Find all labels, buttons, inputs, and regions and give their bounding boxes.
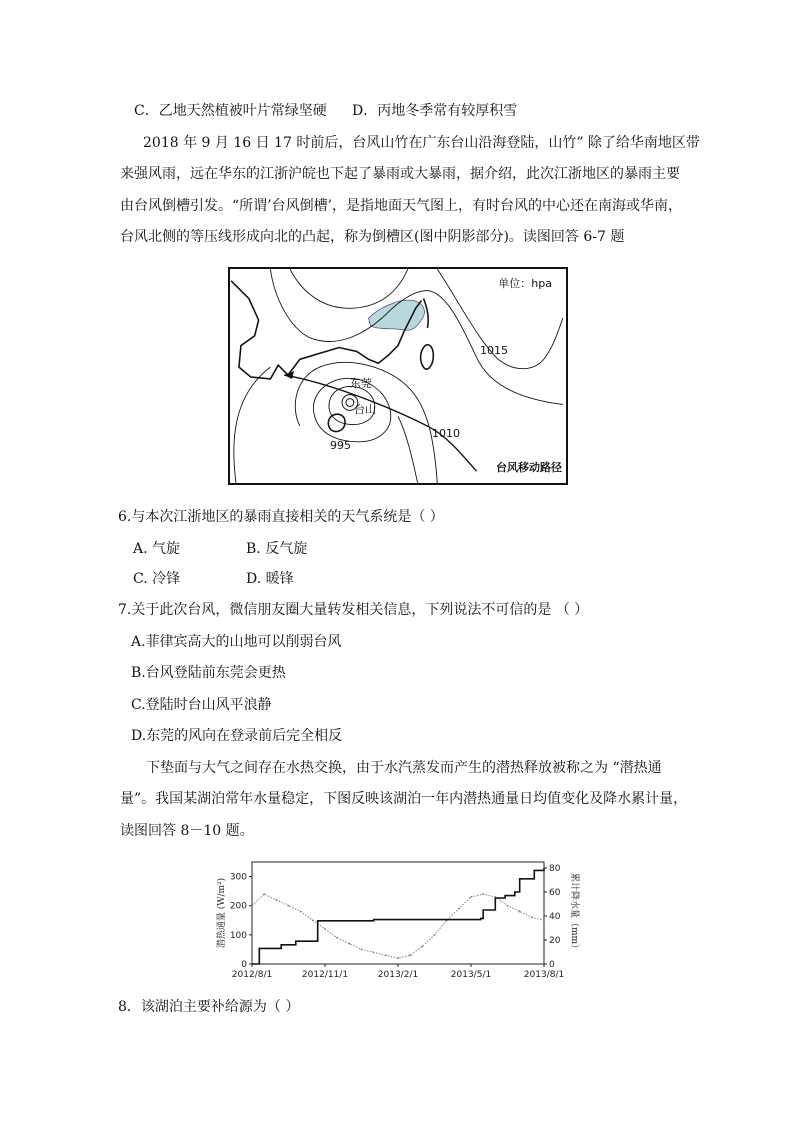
x-axis-tick-label: 2013/2/1	[377, 970, 419, 980]
passage1-line-3: 由台风倒槽引发。“所谓’台风倒槽’，是指地面天气图上，有时台风的中心还在南海或华南，	[120, 198, 683, 214]
latent-heat-point	[263, 893, 265, 895]
q6-option-d: D. 暖锋	[246, 571, 294, 587]
left-axis-tick-label: 100	[229, 930, 247, 941]
latent-heat-point	[458, 908, 460, 910]
latent-heat-point	[531, 916, 533, 918]
latent-heat-point	[361, 949, 363, 951]
latent-heat-point	[507, 905, 509, 907]
x-axis-tick-label: 2012/11/1	[301, 970, 349, 980]
typhoon-track-line	[284, 375, 476, 471]
typhoon-center-inner	[346, 399, 354, 407]
latent-heat-point	[373, 951, 375, 953]
passage1-line-1: 2018 年 9 月 16 日 17 时前后，台风山竹在广东台山沿海登陆，山竹” 除了给华南地区带	[143, 135, 700, 151]
left-axis-tick-label: 300	[229, 872, 247, 883]
right-axis-tick-label: 60	[549, 888, 561, 898]
latent-heat-point	[482, 893, 484, 895]
q7-stem: 7.关于此次台风，微信朋友圈大量转发相关信息，下列说法不可信的是 （ ）	[118, 602, 589, 618]
latent-heat-point	[385, 954, 387, 956]
q8-stem: 8．该湖泊主要补给源为（ ）	[118, 999, 300, 1015]
right-axis-tick-label: 20	[549, 936, 561, 946]
q6-option-c: C. 冷锋	[133, 571, 181, 587]
isobar-label-1010: 1010	[432, 427, 460, 440]
isobar-far-left	[234, 367, 271, 483]
latent-heat-point	[409, 954, 411, 956]
latent-heat-point	[519, 911, 521, 913]
latent-heat-series	[252, 894, 544, 958]
latent-heat-point	[397, 957, 399, 959]
right-axis-tick-label: 80	[549, 864, 561, 874]
right-axis-tick-label: 40	[549, 912, 561, 922]
latent-heat-point	[324, 928, 326, 930]
left-axis-tick-label: 0	[241, 960, 247, 970]
x-axis-tick-label: 2012/8/1	[231, 970, 273, 980]
passage2-line-3: 读图回答 8－10 题。	[120, 823, 254, 839]
passage1-line-2: 来强风雨，远在华东的江浙沪皖也下起了暴雨或大暴雨，据介绍，此次江浙地区的暴雨主要	[120, 166, 680, 182]
passage2-line-2: 量”。我国某湖泊常年水量稳定，下图反映该湖泊一年内潜热通量日均值变化及降水累计量，	[120, 791, 688, 807]
lake-latent-heat-chart	[212, 856, 584, 982]
latent-heat-point	[421, 946, 423, 948]
left-axis-tick-label: 200	[229, 901, 247, 912]
cumulative-precip-series	[252, 868, 544, 964]
latent-heat-point	[275, 899, 277, 901]
island-taiwan	[421, 345, 434, 369]
latent-heat-point	[470, 896, 472, 898]
lake-chart-svg	[212, 856, 584, 982]
q7-option-d: D.东莞的风向在登录前后完全相反	[131, 728, 343, 744]
city-label-taishan: 台山	[354, 403, 376, 416]
q5-option-c: C．乙地天然植被叶片常绿坚硬	[134, 103, 327, 119]
x-axis-tick-label: 2013/8/1	[523, 970, 565, 980]
x-axis-tick-label: 2013/5/1	[450, 970, 492, 980]
latent-heat-point	[312, 919, 314, 921]
right-axis-label: 累计降水量（mm）	[569, 872, 579, 954]
q5-option-d: D．丙地冬季常有较厚积雪	[352, 103, 518, 119]
typhoon-weather-map	[228, 267, 568, 485]
weather-map-drawing	[230, 269, 566, 483]
q7-option-a: A.菲律宾高大的山地可以削弱台风	[131, 634, 342, 650]
latent-heat-point	[300, 911, 302, 913]
passage1-line-4: 台风北侧的等压线形成向北的凸起，称为倒槽区(图中阴影部分)。读图回答 6-7 题	[120, 229, 625, 245]
isobar-top-left	[290, 269, 408, 308]
latent-heat-point	[251, 905, 253, 907]
q6-stem: 6.与本次江浙地区的暴雨直接相关的天气系统是（ ）	[118, 509, 444, 525]
plot-frame	[252, 862, 544, 964]
q7-option-b: B.台风登陆前东莞会更热	[131, 665, 286, 681]
passage2-line-1: 下垫面与大气之间存在水热交换，由于水汽蒸发而产生的潜热释放被称之为 “潜热通	[146, 760, 662, 776]
isobar-lower-right	[398, 416, 418, 483]
latent-heat-point	[348, 943, 350, 945]
q7-option-c: C.登陆时台山风平浪静	[131, 697, 272, 713]
isobar-label-1015: 1015	[480, 344, 508, 357]
right-axis-tick-label: 0	[549, 960, 555, 970]
isobar-label-995: 995	[330, 439, 351, 452]
latent-heat-point	[434, 934, 436, 936]
latent-heat-point	[336, 937, 338, 939]
typhoon-path-label: 台风移动路径	[496, 461, 562, 474]
q6-option-b: B. 反气旋	[246, 541, 308, 557]
city-label-dongguan: 东莞	[350, 377, 372, 390]
latent-heat-point	[543, 919, 545, 921]
latent-heat-point	[288, 905, 290, 907]
left-axis-label: 潜热通量 (W/m²)	[217, 877, 227, 949]
map-unit-label: 单位：hpa	[498, 277, 552, 290]
q6-option-a: A. 气旋	[133, 541, 181, 557]
